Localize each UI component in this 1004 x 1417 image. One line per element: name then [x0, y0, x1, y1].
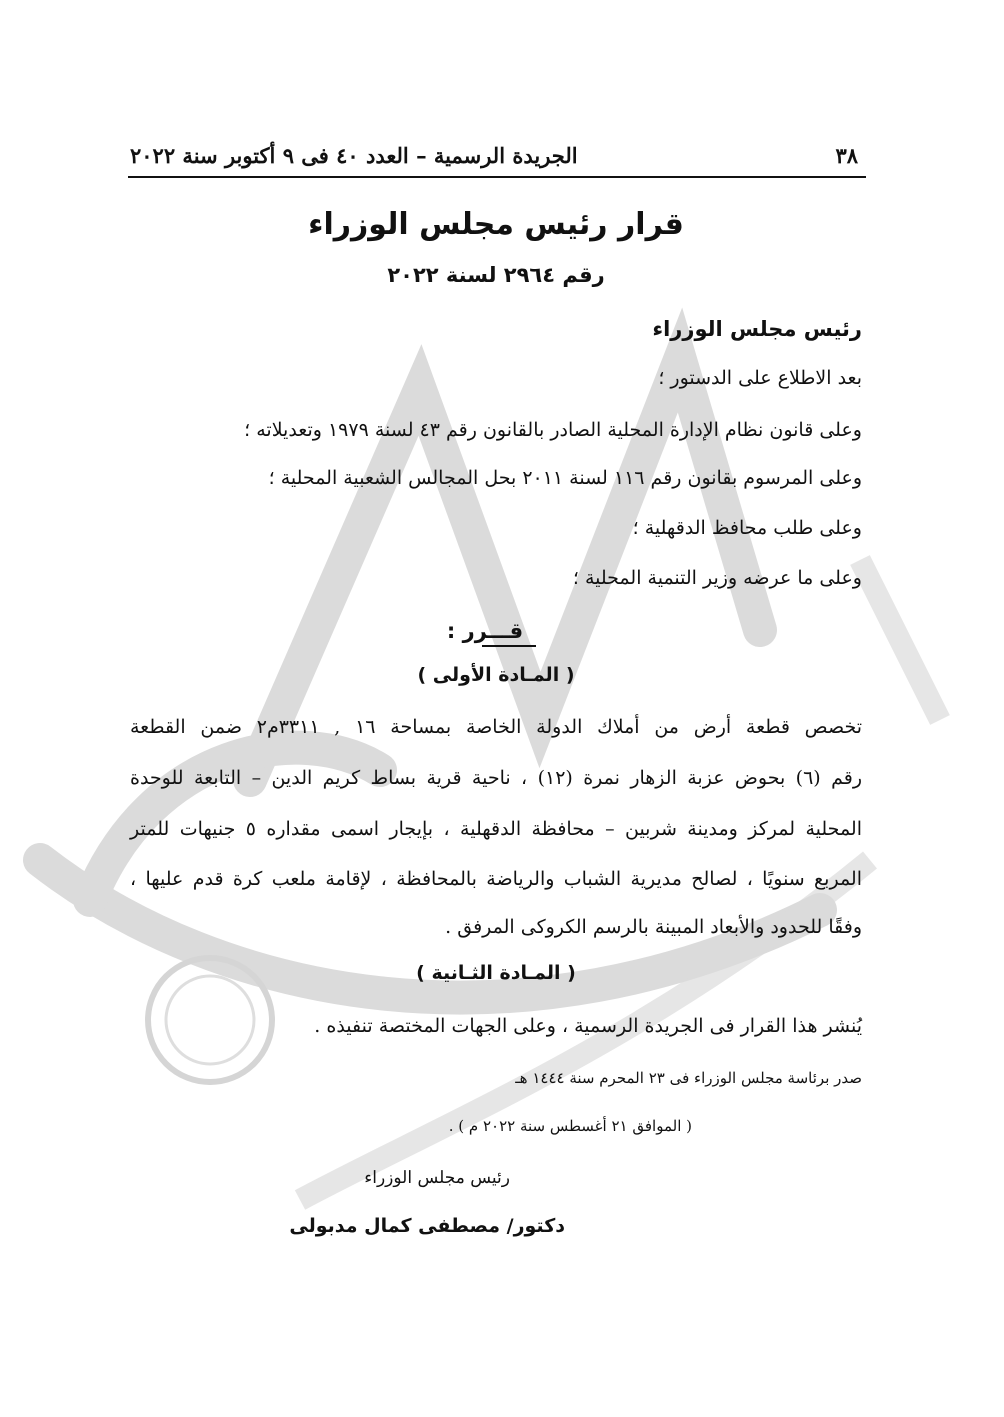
preamble-line: وعلى المرسوم بقانون رقم ١١٦ لسنة ٢٠١١ بحل المجالس الشعبية المحلية ؛ — [268, 467, 862, 489]
decree-title: قرار رئيس مجلس الوزراء — [308, 207, 684, 242]
article-1-heading: ( المـادة الأولى ) — [417, 664, 575, 686]
issuance-line: صدر برئاسة مجلس الوزراء فى ٢٣ المحرم سنة ١٤٤٤ هـ — [515, 1069, 862, 1087]
publication-line: الجريدة الرسمية – العدد ٤٠ فى ٩ أكتوبر سنة ٢٠٢٢ — [130, 143, 578, 168]
decided-label: قـــرر : — [446, 619, 524, 643]
decided-underline — [482, 645, 536, 647]
page-header — [130, 128, 858, 168]
decree-number: رقم ٢٩٦٤ لسنة ٢٠٢٢ — [387, 263, 605, 287]
preamble-line: وعلى ما عرضه وزير التنمية المحلية ؛ — [572, 567, 862, 589]
article-1-line: تخصص قطعة أرض من أملاك الدولة الخاصة بمساحة ١٦ , ٣٣١١م٢ ضمن القطعة — [130, 716, 862, 738]
header-divider — [128, 176, 866, 178]
signature-name: دكتور/ مصطفى كمال مدبولى — [289, 1215, 565, 1237]
article-1-line: رقم (٦) بحوض عزبة الزهار نمرة (١٢) ، ناحية قرية بساط كريم الدين – التابعة للوحدة — [130, 767, 863, 789]
article-1-line: المربع سنويًا ، لصالح مديرية الشباب والرياضة بالمحافظة ، لإقامة ملعب كرة قدم عليها ، — [130, 868, 862, 890]
signature-title: رئيس مجلس الوزراء — [364, 1168, 510, 1188]
preamble-line: بعد الاطلاع على الدستور ؛ — [658, 367, 862, 389]
article-2-heading: ( المـادة الثـانية ) — [416, 962, 576, 984]
watermark-logo-icon — [0, 300, 1004, 1300]
article-1-line: وفقًا للحدود والأبعاد المبينة بالرسم الكروكى المرفق . — [445, 916, 862, 938]
issuance-date: ( الموافق ٢١ أغسطس سنة ٢٠٢٢ م ) . — [448, 1117, 692, 1135]
decree-authority: رئيس مجلس الوزراء — [652, 317, 862, 341]
article-2-text: يُنشر هذا القرار فى الجريدة الرسمية ، وعلى الجهات المختصة تنفيذه . — [314, 1015, 862, 1037]
preamble-line: وعلى طلب محافظ الدقهلية ؛ — [632, 517, 862, 539]
page-number: ٣٨ — [835, 143, 858, 168]
article-1-line: المحلية لمركز ومدينة شربين – محافظة الدقهلية ، بإيجار اسمى مقداره ٥ جنيهات للمتر — [130, 818, 862, 840]
preamble-line: وعلى قانون نظام الإدارة المحلية الصادر بالقانون رقم ٤٣ لسنة ١٩٧٩ وتعديلاته ؛ — [244, 419, 862, 441]
